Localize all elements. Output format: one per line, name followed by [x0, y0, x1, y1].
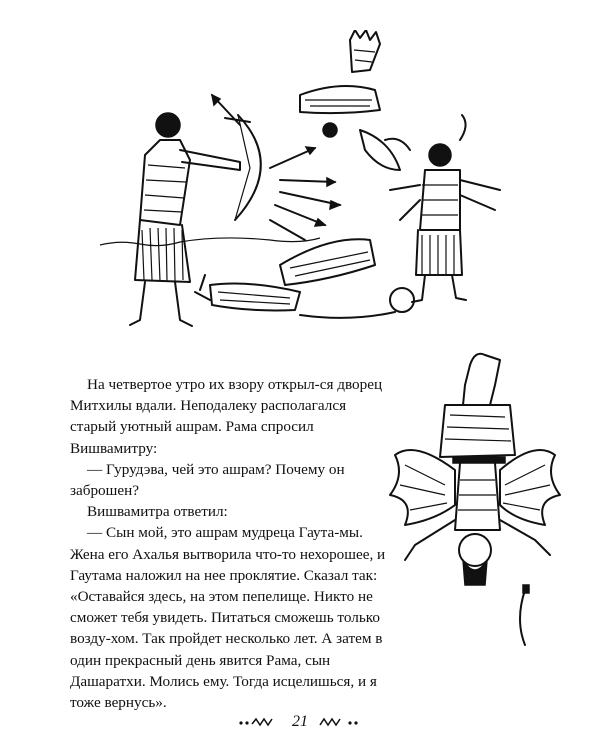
multi-armed-demon: [390, 115, 500, 302]
paragraph: Вишвамитра ответил:: [87, 503, 228, 521]
page-footer: [0, 713, 600, 731]
ornament-right-icon: [318, 717, 362, 727]
winged-demon-top: [300, 30, 410, 170]
falling-figure: [390, 354, 560, 645]
story-text: [70, 374, 392, 713]
falling-demon-illustration: [375, 345, 575, 655]
paragraph: На четвертое утро их взору открыл-ся дворец Митхилы вдали. Неподалеку располагался старый уютный ашрам. Рама спросил Вишвамитру:: [70, 376, 383, 457]
fallen-demon: [195, 239, 414, 318]
paragraph: — Гурудэва, чей это ашрам? Почему он заброшен?: [70, 460, 345, 500]
page-number: 21: [292, 713, 308, 730]
archer-battle-illustration: [100, 30, 520, 350]
flying-arrows: [212, 95, 340, 240]
paragraph: — Сын мой, это ашрам мудреца Гаута-мы. Жена его Ахалья вытворила что-то нехорошее, и Гаутама наложил на нее проклятие. Сказал так: «Оставайся здесь, на этом пепелище. Никто не сможет тебя увидеть. Питаться сможешь только возду-хом. Так пройдет несколько лет. А затем в один прекрасный день явится Рама, сын Дашаратхи. Молись ему. Тогда исцелишься, и я тоже вернусь».: [70, 524, 386, 712]
ornament-left-icon: [238, 717, 282, 727]
